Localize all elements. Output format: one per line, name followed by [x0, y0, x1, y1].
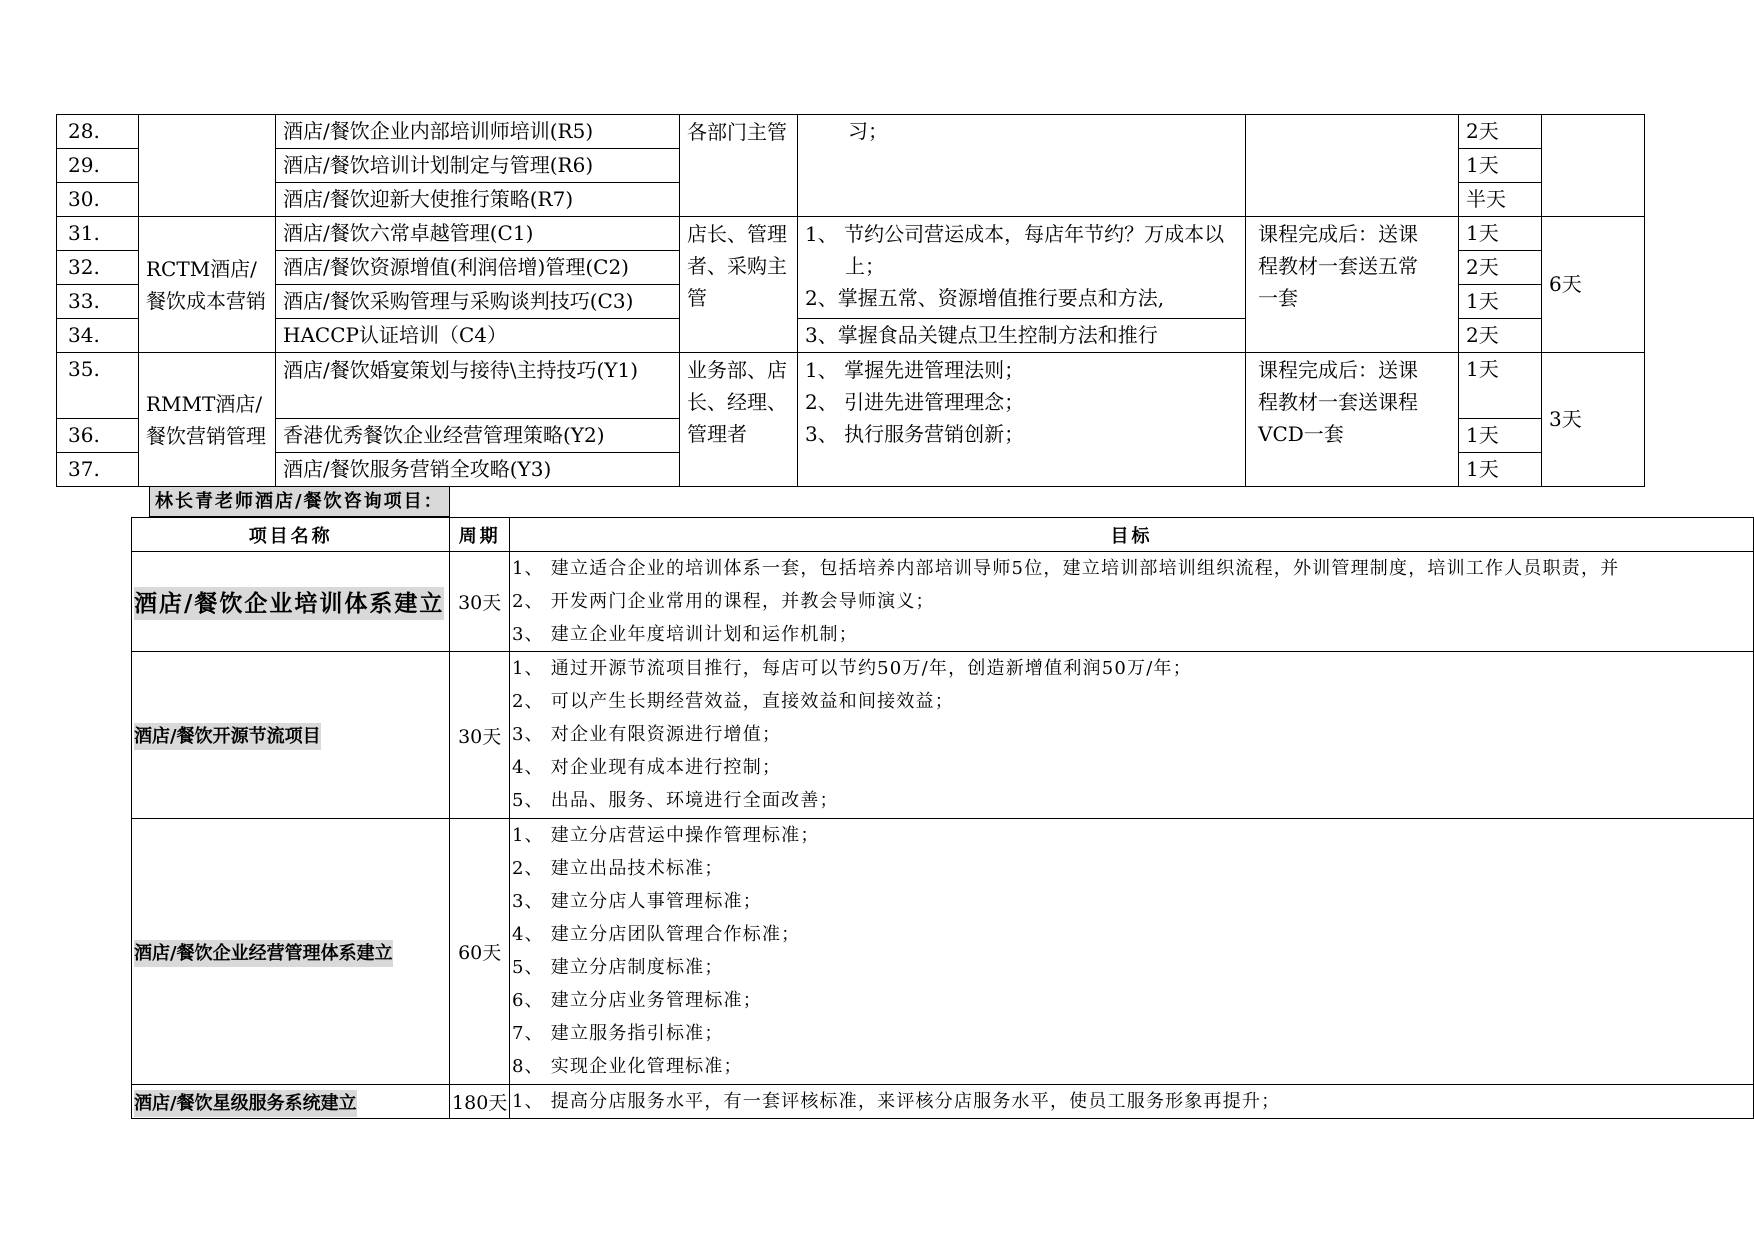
total-days-cell — [1542, 115, 1645, 217]
category-cell — [139, 115, 276, 217]
course-name: 酒店/餐饮服务营销全攻略(Y3) — [276, 453, 680, 487]
course-name: 香港优秀餐饮企业经营管理策略(Y2) — [276, 419, 680, 453]
category-cell: RMMT酒店/餐饮营销管理 — [139, 353, 276, 487]
header-goal: 目标 — [509, 518, 1753, 552]
row-number: 29. — [57, 149, 139, 183]
course-name: 酒店/餐饮迎新大使推行策略(R7) — [276, 183, 680, 217]
bonus-cell — [1246, 115, 1459, 217]
goal-item: 4、 对企业现有成本进行控制； — [511, 757, 782, 778]
course-days: 1天 — [1459, 453, 1542, 487]
course-name: 酒店/餐饮婚宴策划与接待\主持技巧(Y1) — [276, 353, 680, 419]
goal-cell — [798, 217, 1246, 319]
course-days: 2天 — [1459, 115, 1542, 149]
course-days: 2天 — [1459, 251, 1542, 285]
goal-line: 1、 节约公司营运成本，每店年节约？万成本以上； — [805, 222, 1225, 278]
project-name: 酒店/餐饮开源节流项目 — [132, 652, 450, 819]
project-goals — [509, 819, 1753, 1085]
goal-item: 3、 对企业有限资源进行增值； — [511, 724, 782, 745]
row-number: 32. — [57, 251, 139, 285]
goal-item: 1、 提高分店服务水平，有一套评核标准，来评核分店服务水平，使员工服务形象再提升； — [511, 1091, 1281, 1112]
goal-item: 2、 可以产生长期经营效益，直接效益和间接效益； — [511, 691, 954, 712]
goal-cell: 习； — [798, 115, 1246, 217]
goal-item: 7、 建立服务指引标准； — [511, 1023, 724, 1044]
row-number: 31. — [57, 217, 139, 251]
project-name: 酒店/餐饮星级服务系统建立 — [132, 1085, 450, 1119]
bonus-cell: 课程完成后：送课程教材一套送五常一套 — [1246, 217, 1459, 353]
row-number: 35. — [57, 353, 139, 419]
goal-cell — [798, 353, 1246, 487]
consulting-table — [131, 517, 1754, 1119]
course-name: 酒店/餐饮企业内部培训师培训(R5) — [276, 115, 680, 149]
goal-item: 4、 建立分店团队管理合作标准； — [511, 924, 801, 945]
course-table — [56, 114, 1645, 487]
project-goals — [509, 1085, 1753, 1119]
goal-item: 2、 建立出品技术标准； — [511, 858, 724, 879]
audience-cell: 店长、管理者、采购主管 — [680, 217, 798, 353]
course-days: 半天 — [1459, 183, 1542, 217]
project-name: 酒店/餐饮企业培训体系建立 — [132, 552, 450, 652]
row-number: 37. — [57, 453, 139, 487]
course-name: HACCP认证培训（C4） — [276, 319, 680, 353]
row-number: 34. — [57, 319, 139, 353]
total-days-cell: 6天 — [1542, 217, 1645, 353]
goal-line: 3、掌握食品关键点卫生控制方法和推行 — [798, 319, 1246, 353]
consulting-section-title: 林长青老师酒店/餐饮咨询项目： — [149, 486, 450, 517]
goal-item: 3、 建立分店人事管理标准； — [511, 891, 762, 912]
goal-item: 1、 通过开源节流项目推行，每店可以节约50万/年，创造新增值利润50万/年； — [511, 658, 1192, 679]
goal-line: 3、 执行服务营销创新； — [805, 422, 1025, 446]
course-days: 1天 — [1459, 149, 1542, 183]
project-period: 30天 — [450, 552, 510, 652]
row-number: 28. — [57, 115, 139, 149]
audience-cell: 各部门主管 — [680, 115, 798, 217]
course-name: 酒店/餐饮资源增值(利润倍增)管理(C2) — [276, 251, 680, 285]
goal-line: 2、 引进先进管理理念； — [805, 390, 1025, 414]
course-name: 酒店/餐饮培训计划制定与管理(R6) — [276, 149, 680, 183]
project-period: 30天 — [450, 652, 510, 819]
bonus-cell: 课程完成后：送课程教材一套送课程VCD一套 — [1246, 353, 1459, 487]
project-period: 180天 — [450, 1085, 510, 1119]
goal-item: 1、 建立适合企业的培训体系一套，包括培养内部培训导师5位，建立培训部培训组织流程，外训管理制度，培训工作人员职责，并 — [511, 558, 1620, 579]
row-number: 36. — [57, 419, 139, 453]
course-days: 1天 — [1459, 353, 1542, 419]
goal-item: 1、 建立分店营运中操作管理标准； — [511, 825, 820, 846]
project-goals — [509, 652, 1753, 819]
header-period: 周期 — [450, 518, 510, 552]
project-period: 60天 — [450, 819, 510, 1085]
goal-item: 5、 建立分店制度标准； — [511, 957, 724, 978]
row-number: 30. — [57, 183, 139, 217]
course-days: 1天 — [1459, 419, 1542, 453]
category-cell: RCTM酒店/餐饮成本营销 — [139, 217, 276, 353]
goal-item: 8、 实现企业化管理标准； — [511, 1056, 743, 1077]
course-days: 1天 — [1459, 285, 1542, 319]
course-days: 2天 — [1459, 319, 1542, 353]
goal-item: 6、 建立分店业务管理标准； — [511, 990, 762, 1011]
project-name: 酒店/餐饮企业经营管理体系建立 — [132, 819, 450, 1085]
course-name: 酒店/餐饮采购管理与采购谈判技巧(C3) — [276, 285, 680, 319]
goal-line: 2、掌握五常、资源增值推行要点和方法, — [805, 286, 1165, 310]
goal-item: 5、 出品、服务、环境进行全面改善； — [511, 790, 839, 811]
project-goals — [509, 552, 1753, 652]
goal-item: 2、 开发两门企业常用的课程，并教会导师演义； — [511, 591, 935, 612]
header-project-name: 项目名称 — [132, 518, 450, 552]
course-days: 1天 — [1459, 217, 1542, 251]
goal-item: 3、 建立企业年度培训计划和运作机制； — [511, 624, 858, 645]
row-number: 33. — [57, 285, 139, 319]
audience-cell: 业务部、店长、经理、管理者 — [680, 353, 798, 487]
total-days-cell: 3天 — [1542, 353, 1645, 487]
course-name: 酒店/餐饮六常卓越管理(C1) — [276, 217, 680, 251]
goal-line: 1、 掌握先进管理法则； — [805, 358, 1025, 382]
